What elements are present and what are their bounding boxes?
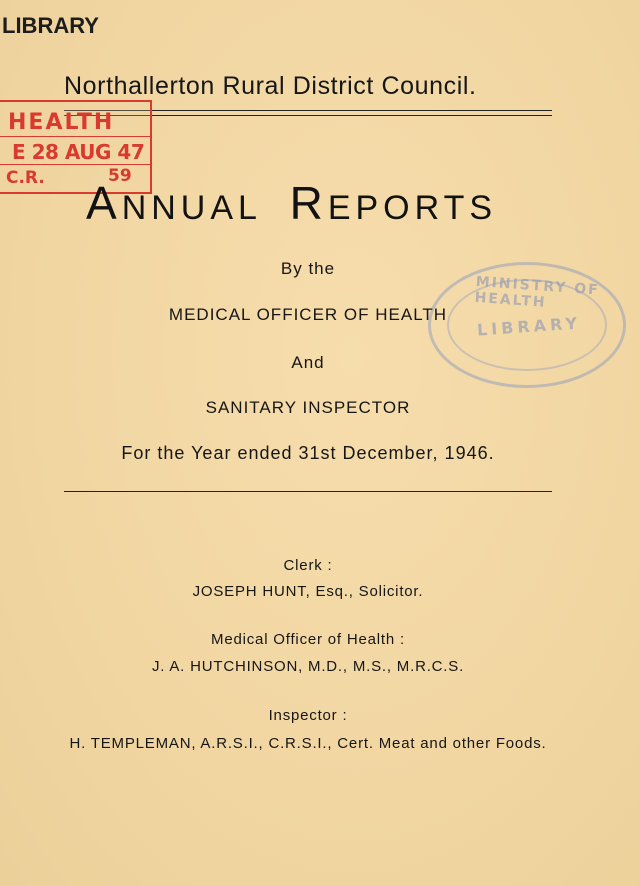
title-initial-r: R [289,177,328,229]
by-the-text: By the [280,259,336,278]
single-rule-divider [64,491,552,492]
moh-label: Medical Officer of Health : [211,631,405,648]
moh-name: J. A. HUTCHINSON, M.D., M.S., M.R.C.S. [151,658,465,675]
oval-stamp-text: MINISTRY OF HEALTH [474,273,601,311]
medical-officer-heading: MEDICAL OFFICER OF HEALTH [168,305,448,324]
council-name: Northallerton Rural District Council. [64,72,477,100]
clerk-name: JOSEPH HUNT, Esq., Solicitor. [192,583,424,600]
stamp-date-text: E 28 AUG 47 [12,140,145,164]
title-word-annual: NNUAL [121,189,261,227]
library-stamp: LIBRARY [2,13,99,38]
oval-stamp-text: LIBRARY [476,313,582,340]
clerk-label: Clerk : [283,557,333,574]
title-word-reports: EPORTS [327,189,498,227]
inspector-label: Inspector : [268,707,348,724]
title-initial-a: A [86,177,122,229]
inspector-name: H. TEMPLEMAN, A.R.S.I., C.R.S.I., Cert. Meat and other Foods. [69,735,547,752]
stamp-number-text: 59 [108,166,132,186]
sanitary-inspector-heading: SANITARY INSPECTOR [205,398,411,417]
year-line: For the Year ended 31st December, 1946. [121,443,495,463]
stamp-divider [0,136,150,137]
and-text: And [291,353,325,372]
document-title [86,176,546,230]
stamp-health-text: HEALTH [8,110,115,135]
stamp-divider [0,164,150,165]
stamp-cr-text: C.R. [6,168,45,188]
